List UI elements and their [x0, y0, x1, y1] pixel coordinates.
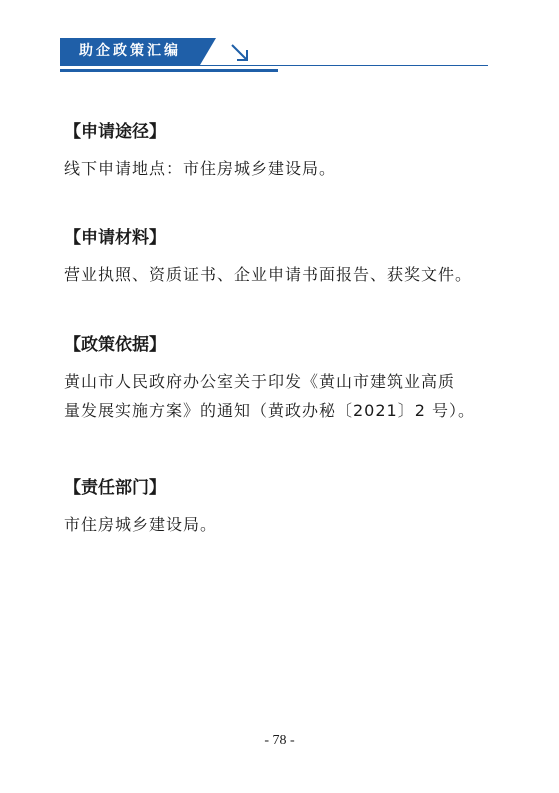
section-title: 【责任部门】	[64, 478, 166, 498]
section-body	[64, 154, 504, 183]
section-responsible-department	[64, 474, 504, 539]
header-rule-accent	[60, 69, 278, 72]
body-line: 量发展实施方案》的通知（黄政办秘〔2021〕2 号）。	[64, 401, 475, 420]
body-line: 黄山市人民政府办公室关于印发《黄山市建筑业高质	[64, 372, 456, 391]
header-tab: 助企政策汇编	[60, 38, 200, 65]
body-line: 线下申请地点：市住房城乡建设局。	[64, 159, 337, 178]
arrow-down-right-icon	[228, 42, 252, 64]
section-body	[64, 367, 504, 425]
section-body	[64, 510, 504, 539]
body-line: 营业执照、资质证书、企业申请书面报告、获奖文件。	[64, 265, 473, 284]
section-application-channel	[64, 118, 504, 183]
body-line: 市住房城乡建设局。	[64, 515, 218, 534]
section-title: 【申请途径】	[64, 122, 166, 142]
section-body	[64, 260, 504, 289]
header-rule	[60, 65, 488, 66]
section-policy-basis	[64, 331, 504, 425]
header-tab-wedge	[200, 38, 216, 65]
page-header	[60, 38, 500, 78]
section-application-materials	[64, 224, 504, 289]
page-number: - 78 -	[264, 733, 295, 748]
section-title: 【申请材料】	[64, 228, 166, 248]
section-title: 【政策依据】	[64, 335, 166, 355]
